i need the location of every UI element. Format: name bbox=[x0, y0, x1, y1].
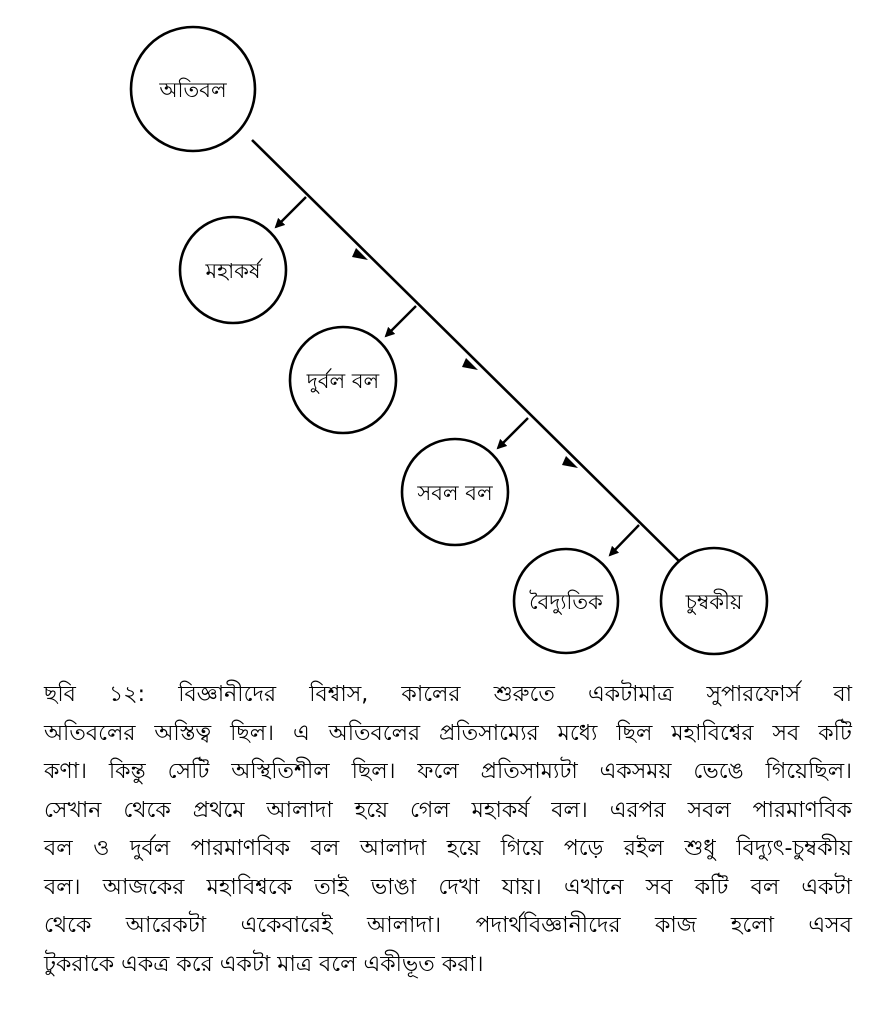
caption-line bbox=[44, 792, 852, 831]
caption-word: এখানে bbox=[563, 874, 624, 900]
caption-word: যায়। bbox=[501, 874, 542, 900]
caption-line bbox=[44, 907, 852, 946]
caption-line bbox=[44, 869, 852, 908]
caption-word: বা bbox=[833, 682, 852, 707]
caption-word: এরপর bbox=[609, 797, 666, 823]
caption-word: ও bbox=[93, 836, 110, 861]
caption-word: তাই bbox=[314, 874, 349, 900]
node-label-strong-force: সবল বল bbox=[417, 481, 493, 505]
caption-word: ফলে bbox=[417, 759, 459, 784]
caption-word: আজকের bbox=[102, 874, 185, 900]
caption-word: হয়ে bbox=[446, 836, 481, 861]
caption-word: এ bbox=[292, 720, 310, 746]
caption-word: বল bbox=[310, 836, 340, 861]
caption-word: একেবারেই bbox=[240, 913, 333, 938]
caption-word: অতিবলের bbox=[44, 720, 136, 746]
caption-word: সব bbox=[645, 874, 673, 900]
caption-word: কণা। bbox=[44, 759, 87, 784]
node-gravity bbox=[180, 217, 286, 323]
caption-word: সেটি bbox=[167, 759, 210, 784]
caption-word: গিয়েছিল। bbox=[765, 759, 852, 784]
caption-word: পারমাণবিক bbox=[752, 797, 852, 823]
caption-word: করে bbox=[176, 951, 213, 977]
caption-line bbox=[44, 715, 852, 754]
caption-word: গেল bbox=[409, 797, 450, 823]
node-electric bbox=[514, 549, 618, 653]
caption-word: টুকরাকে bbox=[44, 951, 115, 977]
node-label-superforce: অতিবল bbox=[159, 78, 227, 102]
caption-word: ভেঙে bbox=[693, 759, 744, 784]
node-weak-force bbox=[290, 327, 396, 433]
caption-line bbox=[44, 830, 852, 869]
caption-word: করা। bbox=[441, 951, 484, 977]
branch-arrow-electric bbox=[610, 525, 639, 555]
caption-word: ছিল। bbox=[351, 759, 396, 784]
caption-word: গিয়ে bbox=[500, 836, 544, 861]
caption-word: বল। bbox=[551, 797, 588, 823]
branch-arrow-strong bbox=[498, 418, 528, 448]
branch-arrow-weak bbox=[386, 306, 416, 336]
caption-word: বিজ্ঞানীদের bbox=[178, 682, 277, 707]
node-label-gravity: মহাকর্ষ bbox=[205, 259, 261, 283]
caption-word: বিদ্যুৎ-চুম্বকীয় bbox=[736, 836, 852, 861]
caption-word: মহাকর্ষ bbox=[471, 797, 530, 823]
caption-word: বিশ্বাস, bbox=[309, 682, 369, 707]
caption-word: দুর্বল bbox=[130, 836, 171, 861]
caption-word: বল। bbox=[44, 874, 81, 900]
node-label-electric: বৈদ্যুতিক bbox=[529, 590, 603, 614]
caption-line bbox=[44, 753, 852, 792]
figure-caption bbox=[44, 676, 852, 984]
node-superforce bbox=[131, 27, 255, 151]
caption-word: কটি bbox=[694, 874, 729, 900]
caption-word: অতিবলের bbox=[328, 720, 421, 746]
caption-word: একটা bbox=[219, 951, 271, 977]
caption-word: কিন্তু bbox=[108, 759, 146, 784]
caption-word: মহাবিশ্বের bbox=[671, 720, 754, 746]
caption-word: ছিল। bbox=[230, 720, 275, 746]
caption-word: একসময় bbox=[599, 759, 672, 784]
caption-word: মধ্যে bbox=[557, 720, 598, 746]
caption-word: পদার্থবিজ্ঞানীদের bbox=[475, 913, 621, 938]
caption-word: সবল bbox=[687, 797, 731, 823]
caption-word: ছিল bbox=[616, 720, 653, 746]
caption-word: এসব bbox=[808, 913, 852, 938]
caption-word: কাজ bbox=[655, 913, 697, 938]
caption-word: আলাদা bbox=[359, 836, 427, 861]
caption-word: রইল bbox=[623, 836, 664, 861]
caption-word: আলাদা। bbox=[366, 913, 442, 938]
caption-word: একটামাত্র bbox=[588, 682, 674, 707]
caption-word: থেকে bbox=[123, 797, 171, 823]
caption-word: কটি bbox=[818, 720, 852, 746]
caption-word: হয়ে bbox=[354, 797, 389, 823]
trunk-arrow-1 bbox=[352, 248, 368, 260]
caption-word: মহাবিশ্বকে bbox=[206, 874, 293, 900]
node-label-weak-force: দুর্বল বল bbox=[306, 369, 380, 393]
caption-word: প্রতিসাম্যের bbox=[439, 720, 539, 746]
caption-word: দেখা bbox=[438, 874, 480, 900]
caption-line bbox=[44, 946, 852, 985]
caption-word: থেকে bbox=[44, 913, 92, 938]
caption-line bbox=[44, 676, 852, 715]
caption-word: শুরুতে bbox=[493, 682, 555, 707]
caption-word: আরেকটা bbox=[125, 913, 207, 938]
caption-word: শুধু bbox=[684, 836, 716, 861]
caption-word: বল bbox=[44, 836, 73, 861]
caption-word: একটা bbox=[801, 874, 852, 900]
caption-word: একীভূত bbox=[363, 951, 435, 977]
caption-word: বলে bbox=[319, 951, 357, 977]
caption-word: কালের bbox=[401, 682, 461, 707]
caption-word: ছবি bbox=[44, 682, 76, 707]
node-strong-force bbox=[402, 439, 508, 545]
caption-word: অস্থিতিশীল bbox=[231, 759, 330, 784]
caption-word: সব bbox=[772, 720, 800, 746]
caption-word: পারমাণবিক bbox=[190, 836, 291, 861]
caption-word: বল bbox=[750, 874, 780, 900]
caption-word: সেখান bbox=[44, 797, 102, 823]
caption-word: সুপারফোর্স bbox=[706, 682, 801, 707]
node-label-magnetic: চুম্বকীয় bbox=[685, 590, 743, 614]
caption-word: অস্তিত্ব bbox=[154, 720, 212, 746]
caption-word: প্রথমে bbox=[192, 797, 245, 823]
caption-word: আলাদা bbox=[266, 797, 333, 823]
caption-word: হলো bbox=[730, 913, 775, 938]
caption-word: ভাঙা bbox=[370, 874, 417, 900]
branch-arrow-gravity bbox=[276, 197, 306, 227]
caption-word: পড়ে bbox=[563, 836, 604, 861]
node-magnetic bbox=[661, 548, 767, 654]
caption-word: একত্র bbox=[121, 951, 170, 977]
caption-word: প্রতিসাম্যটা bbox=[480, 759, 578, 784]
caption-word: মাত্র bbox=[277, 951, 312, 977]
caption-word: ১২: bbox=[109, 682, 146, 707]
